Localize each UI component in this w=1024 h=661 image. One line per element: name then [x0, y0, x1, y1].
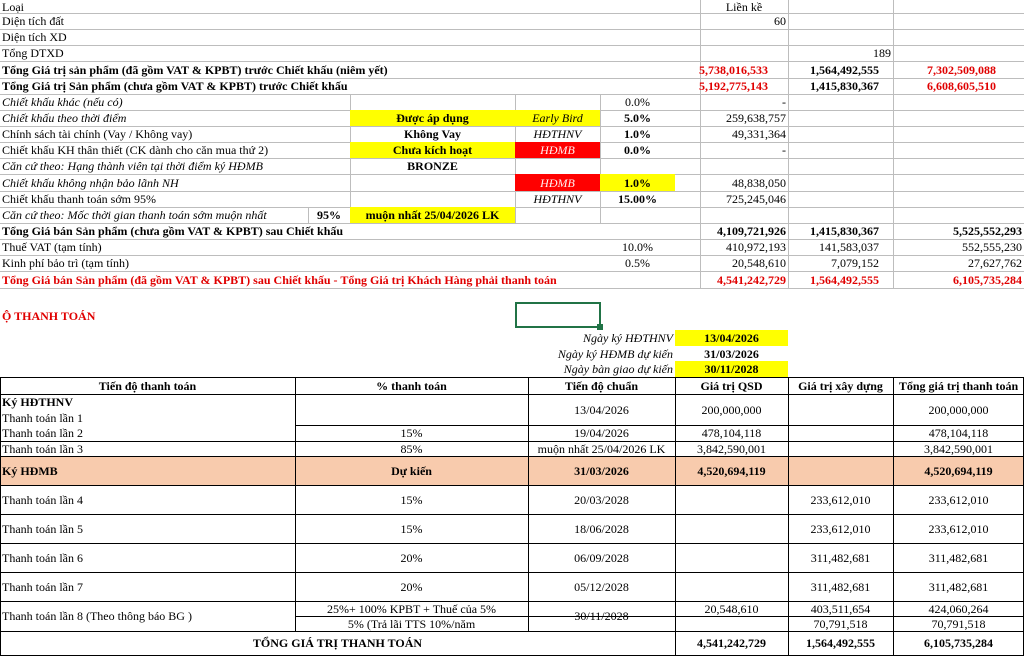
ck-than-thiet-status[interactable]: Chưa kích hoạt: [350, 142, 515, 158]
row8-total1[interactable]: 424,060,264: [928, 601, 989, 616]
can-cu-tg-label: Căn cứ theo: Mốc thời gian thanh toán sớm muộn nhất: [2, 208, 267, 222]
row4-name: Thanh toán lần 4: [2, 492, 83, 507]
cs-tai-chinh-val: 49,331,364: [732, 127, 786, 141]
ck-khong-nh-val: 48,838,050: [732, 175, 786, 190]
can-cu-hang-label: Căn cứ theo: Hạng thành viên tại thời điểm ký HĐMB: [2, 159, 263, 173]
ck-thoi-diem-val: 259,638,757: [726, 111, 786, 125]
tong-dtxd-value[interactable]: 189: [873, 46, 891, 60]
hdmb-date[interactable]: 31/03/2026: [574, 463, 629, 478]
total-qsd[interactable]: 4,541,242,729: [697, 636, 766, 650]
row3-date[interactable]: muộn nhất 25/04/2026 LK: [537, 441, 666, 456]
row6-name: Thanh toán lần 6: [2, 550, 83, 565]
kinh-phi-pct[interactable]: 0.5%: [625, 256, 650, 270]
chua-vat-label: Tổng Giá trị Sản phẩm (chưa gồm VAT & KPBT) trước Chiết khấu: [2, 79, 348, 93]
loai-value[interactable]: Liền kề: [725, 0, 763, 14]
row5-xd[interactable]: 233,612,010: [810, 521, 871, 536]
total-label: TỔNG GIÁ TRỊ THANH TOÁN: [252, 636, 423, 650]
row3-name: Thanh toán lần 3: [2, 441, 83, 456]
gia-ban-sau-ck-v1[interactable]: 4,109,721,926: [717, 224, 786, 238]
ck-than-thiet-tag: HĐMB: [515, 142, 600, 158]
row4-pct[interactable]: 15%: [400, 492, 423, 507]
selected-cell[interactable]: [515, 302, 601, 328]
tong-kh-v1[interactable]: 4,541,242,729: [717, 272, 786, 287]
can-cu-hang-status[interactable]: BRONZE: [407, 159, 458, 173]
gia-ban-sau-ck-v3[interactable]: 5,525,552,293: [953, 224, 1022, 238]
row1-qsd[interactable]: 200,000,000: [701, 402, 762, 417]
row6-xd[interactable]: 311,482,681: [810, 550, 871, 565]
niem-yet-v3[interactable]: 7,302,509,088: [927, 62, 996, 77]
row5-date[interactable]: 18/06/2028: [574, 521, 629, 536]
can-cu-tg-pct[interactable]: 95%: [317, 208, 341, 222]
date-ban-giao-value[interactable]: 30/11/2028: [675, 361, 788, 377]
chua-vat-v3[interactable]: 6,608,605,510: [927, 79, 996, 93]
tong-kh-label: Tổng Giá bán Sản phẩm (đã gồm VAT & KPBT) sau Chiết khấu - Tổng Giá trị Khách Hàng phải thanh toán: [2, 272, 557, 287]
row8-total2[interactable]: 70,791,518: [931, 616, 986, 631]
niem-yet-v2[interactable]: 1,564,492,555: [810, 62, 879, 77]
hdmb-total[interactable]: 4,520,694,119: [924, 463, 993, 478]
row4-total[interactable]: 233,612,010: [928, 492, 989, 507]
ck-thoi-diem-tag[interactable]: Early Bird: [515, 110, 600, 126]
tong-kh-v3[interactable]: 6,105,735,284: [953, 272, 1022, 287]
hdmb-pct[interactable]: Dự kiến: [391, 463, 432, 478]
gia-ban-sau-ck-v2[interactable]: 1,415,830,367: [810, 224, 879, 238]
row5-pct[interactable]: 15%: [400, 521, 423, 536]
header-pct: % thanh toán: [376, 378, 447, 393]
header-tien-do: Tiến độ thanh toán: [98, 378, 197, 393]
row8-name: Thanh toán lần 8 (Theo thông báo BG ): [2, 609, 192, 623]
row1-name: Thanh toán lần 1: [2, 410, 83, 425]
ck-tt-som-label: Chiết khấu thanh toán sớm 95%: [2, 192, 156, 206]
row2-total[interactable]: 478,104,118: [928, 426, 989, 440]
ck-thoi-diem-pct[interactable]: 5.0%: [624, 111, 651, 125]
row5-name: Thanh toán lần 5: [2, 521, 83, 536]
ck-thoi-diem-label: Chiết khấu theo thời điểm: [2, 111, 127, 125]
dien-tich-xd-label: Diện tích XD: [2, 30, 67, 44]
row8-pct1[interactable]: 25%+ 100% KPBT + Thuế của 5%: [326, 601, 497, 616]
row8-xd1[interactable]: 403,511,654: [810, 601, 871, 616]
row7-date[interactable]: 05/12/2028: [574, 579, 629, 594]
kinh-phi-v2: 7,079,152: [831, 256, 879, 270]
loai-label: Loại: [2, 0, 24, 14]
row6-date[interactable]: 06/09/2028: [574, 550, 629, 565]
dien-tich-dat-value[interactable]: 60: [774, 14, 786, 28]
row2-pct[interactable]: 15%: [400, 426, 423, 440]
ck-khac-label: Chiết khấu khác (nếu có): [2, 95, 123, 109]
can-cu-tg-status[interactable]: muộn nhất 25/04/2026 LK: [350, 207, 515, 223]
ck-than-thiet-pct[interactable]: 0.0%: [624, 143, 651, 157]
ck-tt-som-tag: HĐTHNV: [533, 192, 582, 206]
thue-vat-v2: 141,583,037: [819, 240, 879, 254]
header-qsd: Giá trị QSD: [700, 378, 763, 393]
hdmb-qsd[interactable]: 4,520,694,119: [697, 463, 766, 478]
ck-thoi-diem-status[interactable]: Được áp dụng: [350, 110, 515, 126]
cs-tai-chinh-pct[interactable]: 1.0%: [624, 127, 651, 141]
ck-than-thiet-label: Chiết khấu KH thân thiết (CK dành cho căn mua thứ 2): [2, 143, 269, 157]
row8-qsd[interactable]: 20,548,610: [704, 601, 759, 616]
total-total[interactable]: 6,105,735,284: [924, 636, 993, 650]
row6-pct[interactable]: 20%: [400, 550, 423, 565]
ck-khong-nh-tag: HĐMB: [515, 174, 600, 191]
cs-tai-chinh-label: Chính sách tài chính (Vay / Không vay): [2, 127, 193, 141]
thue-vat-v1: 410,972,193: [726, 240, 786, 254]
row4-date[interactable]: 20/03/2028: [574, 492, 629, 507]
ck-khong-nh-label: Chiết khấu không nhận bảo lãnh NH: [2, 175, 179, 190]
cs-tai-chinh-tag: HĐTHNV: [533, 127, 582, 141]
gia-ban-sau-ck-label: Tổng Giá bán Sản phẩm (chưa gồm VAT & KPBT) sau Chiết khấu: [2, 224, 344, 238]
row6-total[interactable]: 311,482,681: [928, 550, 989, 565]
ck-tt-som-pct[interactable]: 15.00%: [618, 192, 657, 206]
ck-than-thiet-val: -: [782, 143, 786, 157]
header-tien-do-chuan: Tiến độ chuẩn: [564, 378, 639, 393]
hdmb-name: Ký HĐMB: [2, 463, 58, 478]
chua-vat-v1[interactable]: 5,192,775,143: [699, 79, 768, 93]
niem-yet-v1[interactable]: 5,738,016,533: [699, 62, 768, 77]
ck-khac-val: -: [782, 95, 786, 109]
date-hdmb-value[interactable]: 31/03/2026: [704, 346, 759, 361]
row5-total[interactable]: 233,612,010: [928, 521, 989, 536]
date-hdthnv-value[interactable]: 13/04/2026: [675, 330, 788, 346]
row8-pct2[interactable]: 5% (Trả lãi TTS 10%/năm: [347, 616, 476, 631]
kinh-phi-label: Kinh phí bảo trì (tạm tính): [2, 256, 129, 270]
date-hdthnv-label: Ngày ký HĐTHNV: [583, 331, 673, 345]
row2-qsd[interactable]: 478,104,118: [701, 426, 762, 440]
ck-tt-som-val: 725,245,046: [726, 192, 786, 206]
tong-kh-v2[interactable]: 1,564,492,555: [810, 272, 879, 287]
ck-khac-pct[interactable]: 0.0%: [625, 95, 650, 109]
row4-xd[interactable]: 233,612,010: [810, 492, 871, 507]
row2-name: Thanh toán lần 2: [2, 426, 83, 440]
header-xd: Giá trị xây dựng: [798, 378, 883, 393]
row1-date[interactable]: 13/04/2026: [574, 402, 629, 417]
kinh-phi-v1: 20,548,610: [732, 256, 786, 270]
thue-vat-label: Thuế VAT (tạm tính): [2, 240, 102, 254]
row7-xd[interactable]: 311,482,681: [810, 579, 871, 594]
kinh-phi-v3: 27,627,762: [968, 256, 1022, 270]
niem-yet-label: Tổng Giá trị sản phẩm (đã gồm VAT & KPBT) trước Chiết khấu (niêm yết): [2, 62, 388, 77]
thue-vat-v3: 552,555,230: [962, 240, 1022, 254]
section-title: Ộ THANH TOÁN: [2, 309, 96, 323]
dien-tich-dat-label: Diện tích đất: [2, 14, 64, 28]
row8-date[interactable]: 30/11/2028: [574, 609, 629, 623]
row3-total[interactable]: 3,842,590,001: [924, 441, 993, 456]
ck-khong-nh-pct[interactable]: 1.0%: [600, 174, 675, 191]
date-ban-giao-label: Ngày bàn giao dự kiến: [563, 362, 673, 376]
row7-total[interactable]: 311,482,681: [928, 579, 989, 594]
row3-qsd[interactable]: 3,842,590,001: [697, 441, 766, 456]
thue-vat-pct[interactable]: 10.0%: [622, 240, 653, 254]
date-hdmb-label: Ngày ký HĐMB dự kiến: [557, 346, 673, 361]
row8-xd2[interactable]: 70,791,518: [813, 616, 868, 631]
row7-name: Thanh toán lần 7: [2, 579, 83, 594]
tong-dtxd-label: Tổng DTXD: [2, 46, 64, 60]
row3-pct[interactable]: 85%: [400, 441, 423, 456]
ky-hdthnv-label: Ký HĐTHNV: [2, 395, 74, 409]
total-xd[interactable]: 1,564,492,555: [806, 636, 875, 650]
row1-total[interactable]: 200,000,000: [928, 402, 989, 417]
header-total: Tổng giá trị thanh toán: [898, 378, 1019, 393]
row7-pct[interactable]: 20%: [400, 579, 423, 594]
chua-vat-v2[interactable]: 1,415,830,367: [810, 79, 879, 93]
row2-date[interactable]: 19/04/2026: [574, 426, 629, 440]
cs-tai-chinh-status[interactable]: Không Vay: [403, 127, 462, 141]
